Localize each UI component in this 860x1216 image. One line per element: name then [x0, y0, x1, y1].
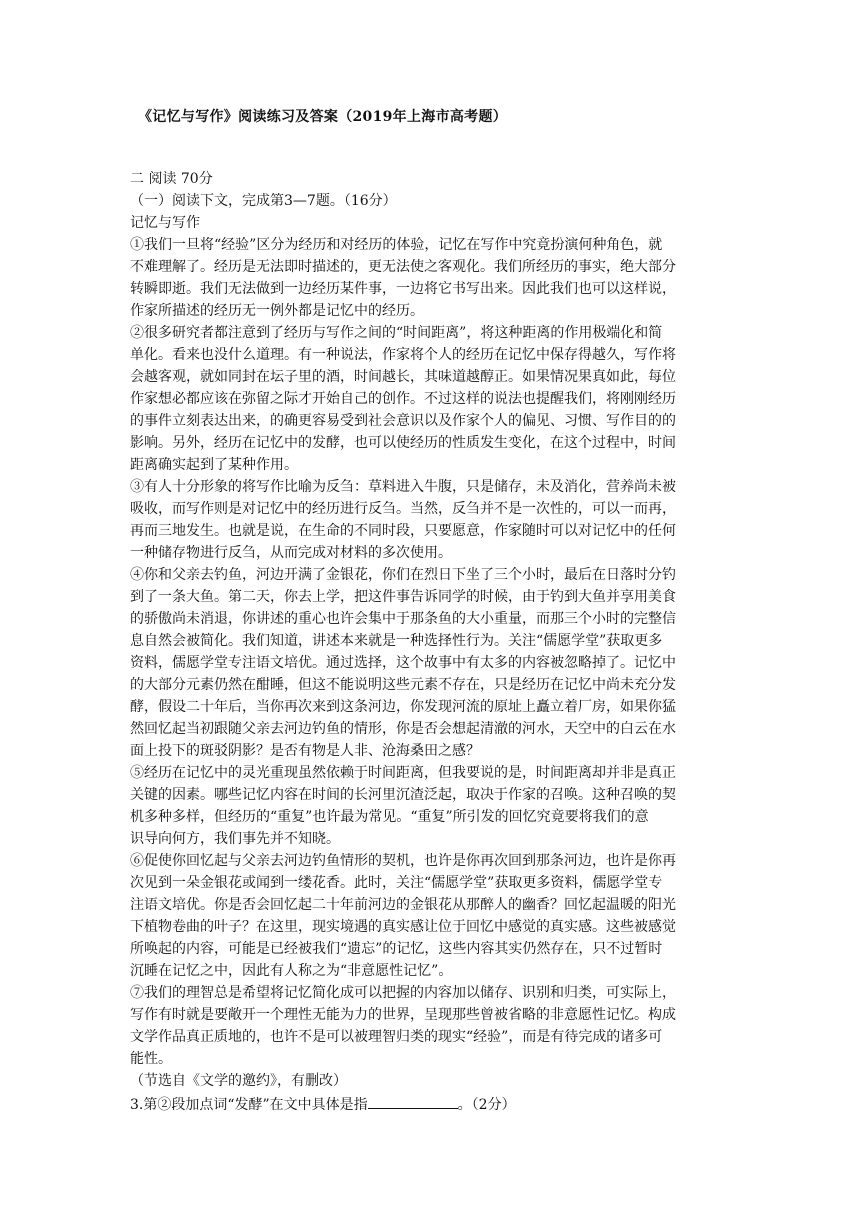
article-line: 会越客观，就如同封在坛子里的酒，时间越长，其味道越醇正。如果情况果真如此，每位 [130, 369, 676, 385]
article-line: 到了一条大鱼。第二天，你去上学，把这件事告诉同学的时候，由于钓到大鱼并享用美食 [130, 589, 676, 605]
article-text [130, 234, 730, 1092]
article-line: 然回忆起当初跟随父亲去河边钓鱼的情形，你是否会想起清澈的河水，天空中的白云在水 [130, 721, 676, 737]
article-line: 距离确实起到了某种作用。 [130, 457, 298, 473]
article-line: 注语文培优。你是否会回忆起二十年前河边的金银花从那醉人的幽香？回忆起温暖的阳光 [130, 897, 676, 913]
article-line: ⑤经历在记忆中的灵光重现虽然依赖于时间距离，但我要说的是，时间距离却并非是真正 [130, 765, 676, 781]
article-line: 转瞬即逝。我们无法做到一边经历某件事，一边将它书写出来。因此我们也可以这样说， [130, 281, 676, 297]
article-line: 息自然会被简化。我们知道，讲述本来就是一种选择性行为。关注“儒愿学堂”获取更多 [130, 633, 663, 649]
article-line: 次见到一朵金银花或闻到一缕花香。此时，关注“儒愿学堂”获取更多资料，儒愿学堂专 [130, 875, 663, 891]
document-body [130, 168, 730, 1114]
question-3-points: 。（2分） [457, 1097, 516, 1113]
article-line: 资料，儒愿学堂专注语文培优。通过选择，这个故事中有太多的内容被忽略掉了。记忆中 [130, 655, 676, 671]
article-line: 不难理解了。经历是无法即时描述的，更无法使之客观化。我们所经历的事实，绝大部分 [130, 259, 676, 275]
article-line: 能性。 [130, 1051, 172, 1067]
article-line: 所唤起的内容，可能是已经被我们“遗忘”的记忆，这些内容其实仍然存在，只不过暂时 [130, 941, 663, 957]
article-line: 的大部分元素仍然在酣睡，但这不能说明这些元素不存在，只是经历在记忆中尚未充分发 [130, 677, 676, 693]
article-line: 一种储存物进行反刍，从而完成对材料的多次使用。 [130, 545, 452, 561]
article-line: 文学作品真正质地的，也许不是可以被理智归类的现实“经验”，而是有待完成的诸多可 [130, 1029, 663, 1045]
article-line: 机多种多样，但经历的“重复”也许最为常见。“重复”所引发的回忆究竟要将我们的意 [130, 809, 649, 825]
article-line: ④你和父亲去钓鱼，河边开满了金银花，你们在烈日下坐了三个小时，最后在日落时分钓 [130, 567, 676, 583]
reading-instruction: （一）阅读下文，完成第3—7题。（16分） [130, 193, 397, 209]
article-line: 单化。看来也没什么道理。有一种说法，作家将个人的经历在记忆中保存得越久，写作将 [130, 347, 676, 363]
article-line: 关键的因素。哪些记忆内容在时间的长河里沉渣泛起，取决于作家的召唤。这种召唤的契 [130, 787, 676, 803]
article-line: 的骄傲尚未消退，你讲述的重心也许会集中于那条鱼的大小重量，而那三个小时的完整信 [130, 611, 676, 627]
question-3 [130, 1092, 730, 1114]
article-line: （节选自《文学的邀约》，有删改） [130, 1073, 347, 1089]
article-line: 作家想必都应该在弥留之际才开始自己的创作。不过这样的说法也提醒我们，将刚刚经历 [130, 391, 676, 407]
article-line: ⑦我们的理智总是希望将记忆简化成可以把握的内容加以储存、识别和归类，可实际上， [130, 985, 676, 1001]
article-line: ⑥促使你回忆起与父亲去河边钓鱼情形的契机，也许是你再次回到那条河边，也许是你再 [130, 853, 676, 869]
article-line: 的事件立刻表达出来，的确更容易受到社会意识以及作家个人的偏见、习惯、写作目的的 [130, 413, 676, 429]
article-line: 吸收，而写作则是对记忆中的经历进行反刍。当然，反刍并不是一次性的，可以一而再， [130, 501, 676, 517]
article-title: 记忆与写作 [130, 215, 200, 231]
article-line: 酵，假设二十年后，当你再次来到这条河边，你发现河流的原址上矗立着厂房，如果你猛 [130, 699, 676, 715]
document-title: 《记忆与写作》阅读练习及答案（2019年上海市高考题） [138, 109, 508, 125]
article-line: 影响。另外，经历在记忆中的发酵，也可以使经历的性质发生变化，在这个过程中，时间 [130, 435, 676, 451]
article-line: 面上投下的斑驳阴影？是否有物是人非、沧海桑田之感？ [130, 743, 480, 759]
article-line: ②很多研究者都注意到了经历与写作之间的“时间距离”，将这种距离的作用极端化和简 [130, 325, 663, 341]
article-line: ①我们一旦将“经验”区分为经历和对经历的体验，记忆在写作中究竟扮演何种角色，就 [130, 237, 663, 253]
article-line: 作家所描述的经历无一例外都是记忆中的经历。 [130, 303, 424, 319]
article-line: 写作有时就是要敞开一个理性无能为力的世界，呈现那些曾被省略的非意愿性记忆。构成 [130, 1007, 676, 1023]
article-line: ③有人十分形象的将写作比喻为反刍：草料进入牛腹，只是储存，未及消化，营养尚未被 [130, 479, 676, 495]
answer-blank [368, 1092, 458, 1109]
article-line: 再而三地发生。也就是说，在生命的不同时段，只要愿意，作家随时可以对记忆中的任何 [130, 523, 676, 539]
section-heading: 二 阅读 70分 [130, 171, 213, 187]
article-line: 下植物卷曲的叶子？在这里，现实境遇的真实感让位于回忆中感觉的真实感。这些被感觉 [130, 919, 676, 935]
question-3-prompt: 3.第②段加点词“发酵”在文中具体是指 [130, 1097, 368, 1113]
article-line: 沉睡在记忆之中，因此有人称之为“非意愿性记忆”。 [130, 963, 453, 979]
article-line: 识导向何方，我们事先并不知晓。 [130, 831, 340, 847]
